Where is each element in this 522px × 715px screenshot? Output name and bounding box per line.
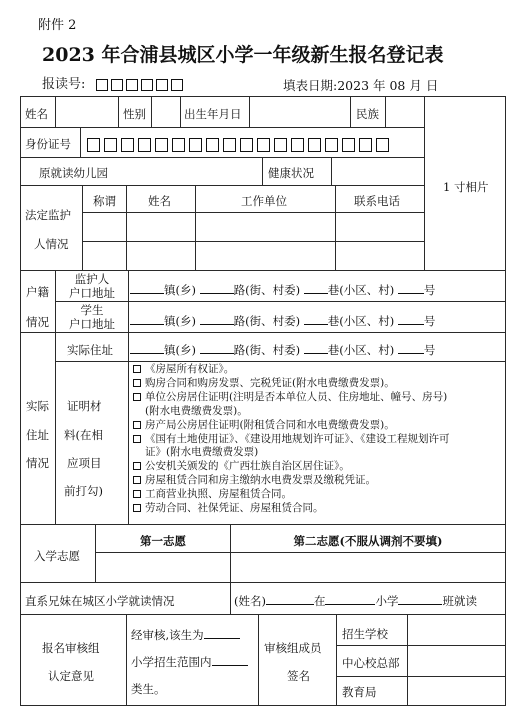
id-digit-box[interactable]: [308, 138, 321, 152]
review-label: 报名审核组: [42, 641, 100, 655]
sign-field-center[interactable]: [409, 647, 504, 675]
checkbox-icon[interactable]: [133, 393, 141, 401]
second-choice-header: 第二志愿(不服从调剂不要填): [293, 534, 443, 548]
id-digit-box[interactable]: [257, 138, 270, 152]
id-label: 身份证号: [25, 137, 71, 151]
review-label-2: 认定意见: [48, 669, 94, 683]
id-digit-box[interactable]: [87, 138, 100, 152]
actual-section-label-1: 实际: [26, 399, 49, 413]
proof-item-cont: (附水电费缴费发票)。: [145, 404, 248, 417]
gender-label: 性别: [123, 107, 146, 121]
checkbox-icon[interactable]: [133, 365, 141, 373]
id-digit-box[interactable]: [104, 138, 117, 152]
actual-section-label-2: 住址: [26, 428, 49, 442]
reg-no-digit-box[interactable]: [96, 79, 108, 91]
gender-field[interactable]: [153, 99, 179, 125]
checkbox-icon[interactable]: [133, 504, 141, 512]
huji-section-label-2: 情况: [26, 315, 49, 329]
fill-date: 填表日期:2023 年 08 月 日: [283, 78, 439, 93]
name-field[interactable]: [57, 99, 117, 125]
reg-no-boxes[interactable]: [96, 77, 186, 92]
review-text-1[interactable]: 经审核,该生为: [131, 627, 240, 643]
reg-no-digit-box[interactable]: [111, 79, 123, 91]
guardian-col-work: 工作单位: [241, 194, 287, 208]
reg-no-digit-box[interactable]: [171, 79, 183, 91]
signer-label: 审核组成员: [264, 641, 322, 655]
huji-section-label: 户籍: [26, 285, 49, 299]
guardian-section-label: 法定监护: [25, 208, 71, 222]
id-number-boxes[interactable]: [87, 134, 393, 153]
id-digit-box[interactable]: [172, 138, 185, 152]
student-address-line[interactable]: 镇(乡) 路(街、村委) 巷(小区、村) 号: [130, 313, 435, 329]
guardian-col-name: 姓名: [148, 194, 171, 208]
id-digit-box[interactable]: [342, 138, 355, 152]
id-digit-box[interactable]: [274, 138, 287, 152]
proof-item-cont: 证》(附水电费缴费发票): [145, 446, 259, 459]
guardian-row-2[interactable]: [84, 243, 424, 269]
id-digit-box[interactable]: [376, 138, 389, 152]
id-digit-box[interactable]: [138, 138, 151, 152]
kindergarten-label: 原就读幼儿园: [39, 166, 108, 180]
sibling-label: 直系兄妹在城区小学就读情况: [25, 594, 175, 608]
id-digit-box[interactable]: [359, 138, 372, 152]
guardian-row-1[interactable]: [84, 214, 424, 240]
docs-label-4: 前打勾): [64, 484, 103, 498]
health-field[interactable]: [333, 159, 423, 183]
first-choice-header: 第一志愿: [140, 534, 186, 548]
birth-label: 出生年月日: [184, 107, 242, 121]
guardian-col-phone: 联系电话: [354, 194, 400, 208]
docs-label-3: 应项目: [67, 456, 102, 470]
id-digit-box[interactable]: [121, 138, 134, 152]
proof-item[interactable]: 工商营业执照、房屋租赁合同。: [133, 488, 450, 502]
name-label: 姓名: [25, 107, 48, 121]
photo-placeholder[interactable]: 1 寸相片: [443, 180, 489, 194]
form-title: 2023 年合浦县城区小学一年级新生报名登记表: [42, 44, 444, 66]
proof-item[interactable]: 公安机关颁发的《广西壮族自治区居住证》。: [133, 460, 450, 474]
sibling-line[interactable]: (姓名) 在 小学 班就读: [234, 594, 477, 608]
second-choice-field[interactable]: [232, 554, 504, 580]
guardian-address-label: 监护人: [74, 272, 110, 286]
checkbox-icon[interactable]: [133, 490, 141, 498]
docs-label-1: 证明材: [67, 399, 102, 413]
first-choice-field[interactable]: [97, 554, 229, 580]
proof-item[interactable]: 劳动合同、社保凭证、房屋租赁合同。: [133, 502, 450, 516]
student-address-label: 学生: [80, 303, 104, 317]
actual-address-label: 实际住址: [67, 343, 113, 357]
attachment-label: 附件 2: [38, 18, 77, 33]
org-education-bureau: 教育局: [342, 685, 377, 699]
reg-no-digit-box[interactable]: [126, 79, 138, 91]
docs-label-2: 料(在相: [64, 428, 103, 442]
review-text-3: 类生。: [131, 682, 166, 696]
reg-no-label: 报读号:: [42, 77, 86, 92]
id-digit-box[interactable]: [189, 138, 202, 152]
proof-item[interactable]: 购房合同和购房发票、完税凭证(附水电费缴费发票)。: [133, 377, 450, 391]
proof-checklist: [133, 363, 450, 516]
signer-label-2: 签名: [287, 669, 310, 683]
id-digit-box[interactable]: [206, 138, 219, 152]
id-digit-box[interactable]: [223, 138, 236, 152]
guardian-section-label-2: 人情况: [34, 237, 69, 251]
id-digit-box[interactable]: [240, 138, 253, 152]
guardian-address-line[interactable]: 镇(乡) 路(街、村委) 巷(小区、村) 号: [130, 282, 435, 298]
wish-label: 入学志愿: [34, 549, 80, 563]
guardian-address-label-2: 户口地址: [69, 286, 115, 300]
id-digit-box[interactable]: [291, 138, 304, 152]
actual-section-label-3: 情况: [26, 456, 49, 470]
checkbox-icon[interactable]: [133, 462, 141, 470]
id-digit-box[interactable]: [325, 138, 338, 152]
reg-no-row: [42, 73, 186, 92]
sign-field-bureau[interactable]: [409, 678, 504, 704]
reg-no-digit-box[interactable]: [156, 79, 168, 91]
proof-item[interactable]: 房屋租赁合同和房主缴纳水电费发票及缴税凭证。: [133, 474, 450, 488]
actual-address-line[interactable]: 镇(乡) 路(街、村委) 巷(小区、村) 号: [130, 342, 435, 358]
health-label: 健康状况: [268, 166, 314, 180]
ethnic-label: 民族: [356, 107, 379, 121]
student-address-label-2: 户口地址: [69, 317, 115, 331]
checkbox-icon[interactable]: [133, 435, 141, 443]
sign-field-school[interactable]: [409, 616, 504, 644]
id-digit-box[interactable]: [155, 138, 168, 152]
proof-item[interactable]: 房产局公房居住证明(附租赁合同和水电费缴费发票)。: [133, 419, 450, 433]
ethnic-field[interactable]: [387, 99, 423, 125]
proof-item[interactable]: 单位公房居住证明(注明是否本单位人员、住房地址、幢号、房号): [133, 391, 450, 405]
checkbox-icon[interactable]: [133, 476, 141, 484]
org-center-school: 中心校总部: [342, 656, 400, 670]
guardian-col-title: 称谓: [93, 194, 116, 208]
reg-no-digit-box[interactable]: [141, 79, 153, 91]
proof-item[interactable]: 《国有土地使用证》、《建设用地规划许可证》、《建设工程规划许可: [133, 433, 450, 447]
birth-field[interactable]: [251, 99, 349, 125]
checkbox-icon[interactable]: [133, 421, 141, 429]
checkbox-icon[interactable]: [133, 379, 141, 387]
review-text-2[interactable]: 小学招生范围内: [131, 654, 248, 670]
org-school: 招生学校: [342, 627, 388, 641]
kindergarten-field[interactable]: [160, 159, 260, 183]
proof-item[interactable]: 《房屋所有权证》。: [133, 363, 450, 377]
